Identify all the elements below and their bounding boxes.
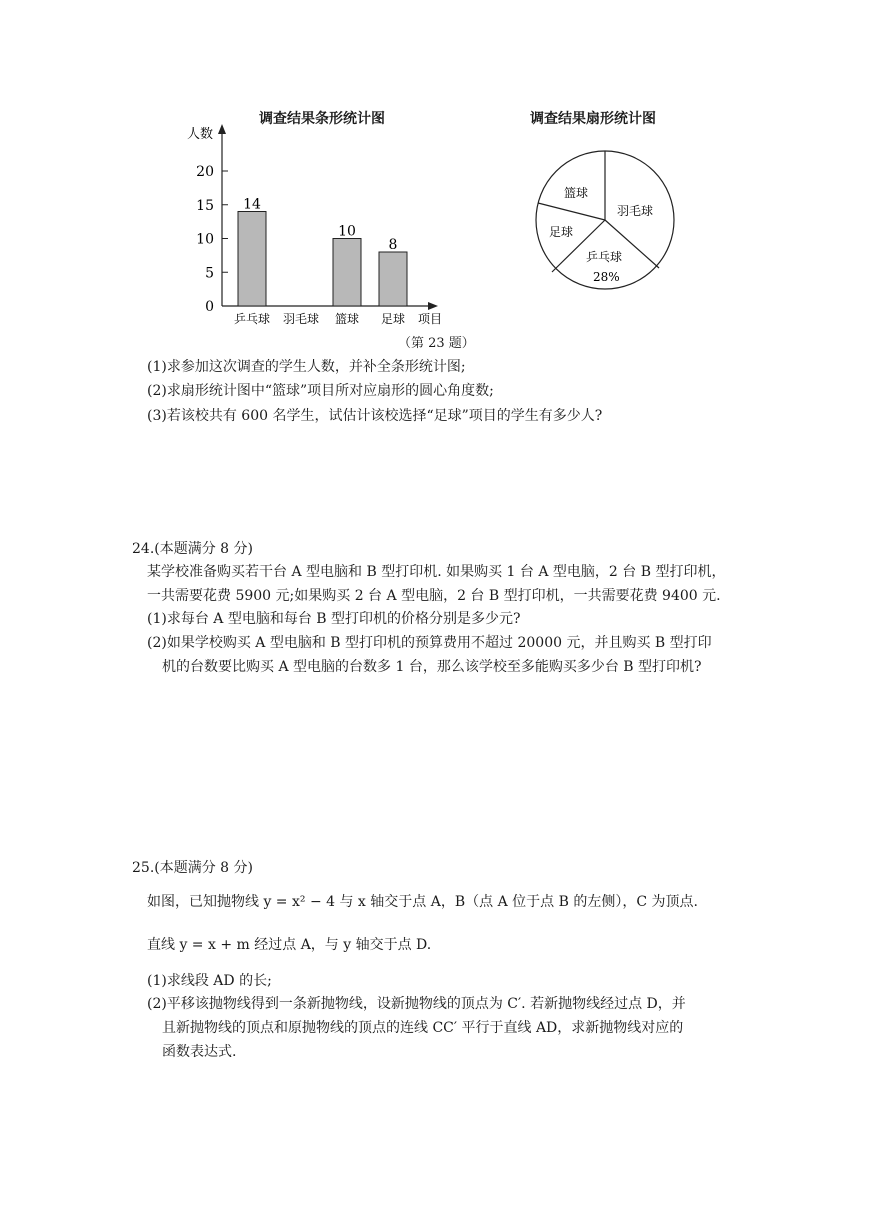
- y-tick-label: 20: [196, 164, 214, 180]
- bar: [238, 212, 266, 307]
- pie-label-pingpong-percent: 28%: [593, 270, 620, 284]
- x-tick-label: 羽毛球: [282, 312, 320, 326]
- pie-label-pingpong: 乒乓球: [586, 250, 623, 264]
- q25-part2-line2: 且新抛物线的顶点和原抛物线的顶点的连线 CC′ 平行于直线 AD，求新抛物线对应的: [162, 1020, 684, 1036]
- x-axis-arrow: [428, 302, 438, 310]
- q24-header: 24.(本题满分 8 分): [132, 541, 253, 557]
- x-tick-label: 乒乓球: [233, 312, 271, 326]
- figure-caption: （第 23 题）: [398, 336, 475, 351]
- q25-line1: 如图，已知抛物线 y = x² − 4 与 x 轴交于点 A，B（点 A 位于点 B 的左侧），C 为顶点.: [147, 894, 698, 910]
- q24-body-line2: 一共需要花费 5900 元;如果购买 2 台 A 型电脑，2 台 B 型打印机，一共需要花费 9400 元.: [147, 588, 721, 604]
- pie-chart: [530, 145, 680, 295]
- x-tick-label: 足球: [380, 312, 406, 326]
- q25-part2-line1: (2)平移该抛物线得到一条新抛物线，设新抛物线的顶点为 C′. 若新抛物线经过点 D，并: [147, 996, 686, 1012]
- q23-part3: (3)若该校共有 600 名学生，试估计该校选择“足球”项目的学生有多少人?: [147, 408, 603, 424]
- y-tick-label: 10: [196, 231, 214, 248]
- pie-label-basketball: 篮球: [564, 186, 589, 200]
- y-tick-label: 0: [205, 299, 214, 315]
- q24-part2-line1: (2)如果学校购买 A 型电脑和 B 型打印机的预算费用不超过 20000 元，并且购买 B 型打印: [147, 635, 712, 651]
- pie-label-football: 足球: [549, 225, 574, 239]
- bar-chart: [185, 120, 455, 335]
- q25-part1: (1)求线段 AD 的长;: [147, 973, 272, 989]
- bar-chart-title: 调查结果条形统计图: [259, 111, 385, 127]
- q23-part2: (2)求扇形统计图中“篮球”项目所对应扇形的圆心角度数;: [147, 383, 494, 399]
- bar-value-label: 10: [338, 223, 356, 240]
- bar-value-label: 14: [243, 196, 261, 213]
- pie-label-badminton: 羽毛球: [617, 204, 654, 218]
- x-axis-label: 项目: [418, 312, 443, 326]
- y-axis-label: 人数: [187, 127, 214, 142]
- bar-value-label: 8: [388, 237, 398, 253]
- q25-header: 25.(本题满分 8 分): [132, 860, 253, 876]
- y-axis-arrow: [218, 124, 226, 134]
- q24-part1: (1)求每台 A 型电脑和每台 B 型打印机的价格分别是多少元?: [147, 611, 521, 627]
- q24-body-line1: 某学校准备购买若干台 A 型电脑和 B 型打印机. 如果购买 1 台 A 型电脑，2 台 B 型打印机，: [147, 564, 726, 580]
- q25-line2: 直线 y = x + m 经过点 A，与 y 轴交于点 D.: [147, 937, 432, 953]
- bar: [379, 252, 407, 306]
- pie-chart-title: 调查结果扇形统计图: [530, 111, 656, 127]
- x-tick-label: 篮球: [334, 312, 360, 326]
- q24-part2-line2: 机的台数要比购买 A 型电脑的台数多 1 台，那么该学校至多能购买多少台 B 型打印机?: [162, 659, 702, 675]
- y-tick-label: 15: [196, 197, 214, 214]
- bar: [333, 239, 361, 307]
- q23-part1: (1)求参加这次调查的学生人数，并补全条形统计图;: [147, 359, 466, 375]
- y-tick-label: 5: [205, 265, 214, 282]
- q25-part2-line3: 函数表达式.: [162, 1044, 237, 1060]
